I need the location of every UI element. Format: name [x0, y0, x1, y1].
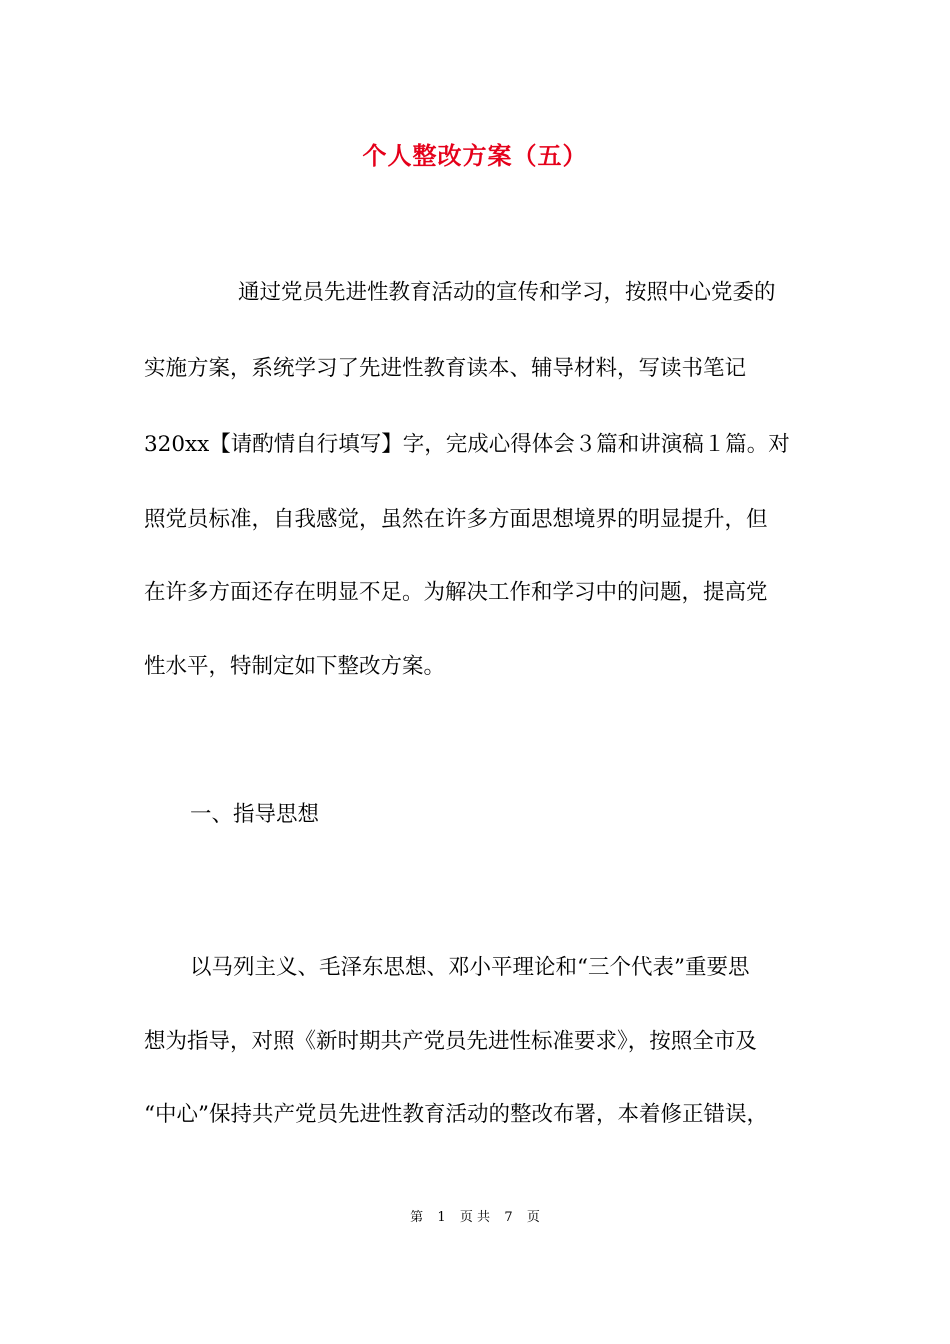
intro-line-2: 实施方案，系统学习了先进性教育读本、辅导材料，写读书笔记 [144, 356, 747, 381]
footer-prefix: 第 [410, 1210, 424, 1225]
footer-suffix: 页 [526, 1210, 540, 1225]
intro-line-3: 320xx【请酌情自行填写】字，完成心得体会３篇和讲演稿１篇。对 [144, 432, 790, 457]
section-line-2: 想为指导，对照《新时期共产党员先进性标准要求》，按照全市及 [144, 1029, 757, 1054]
intro-line-5: 在许多方面还存在明显不足。为解决工作和学习中的问题，提高党 [144, 580, 768, 605]
footer-page-number: 1 [437, 1210, 446, 1225]
footer-total-pages: 7 [504, 1210, 513, 1225]
intro-line-1: 通过党员先进性教育活动的宣传和学习，按照中心党委的 [238, 280, 776, 305]
intro-line-4: 照党员标准，自我感觉，虽然在许多方面思想境界的明显提升，但 [144, 507, 768, 532]
section-heading: 一、指导思想 [190, 802, 320, 827]
page-footer [0, 1208, 950, 1228]
document-title: 个人整改方案（五） [362, 141, 588, 170]
section-line-1: 以马列主义、毛泽东思想、邓小平理论和“三个代表”重要思 [190, 955, 750, 980]
footer-middle: 页 共 [459, 1210, 491, 1225]
intro-line-6: 性水平，特制定如下整改方案。 [144, 654, 446, 679]
section-line-3: “中心”保持共产党员先进性教育活动的整改布署，本着修正错误， [144, 1102, 768, 1127]
